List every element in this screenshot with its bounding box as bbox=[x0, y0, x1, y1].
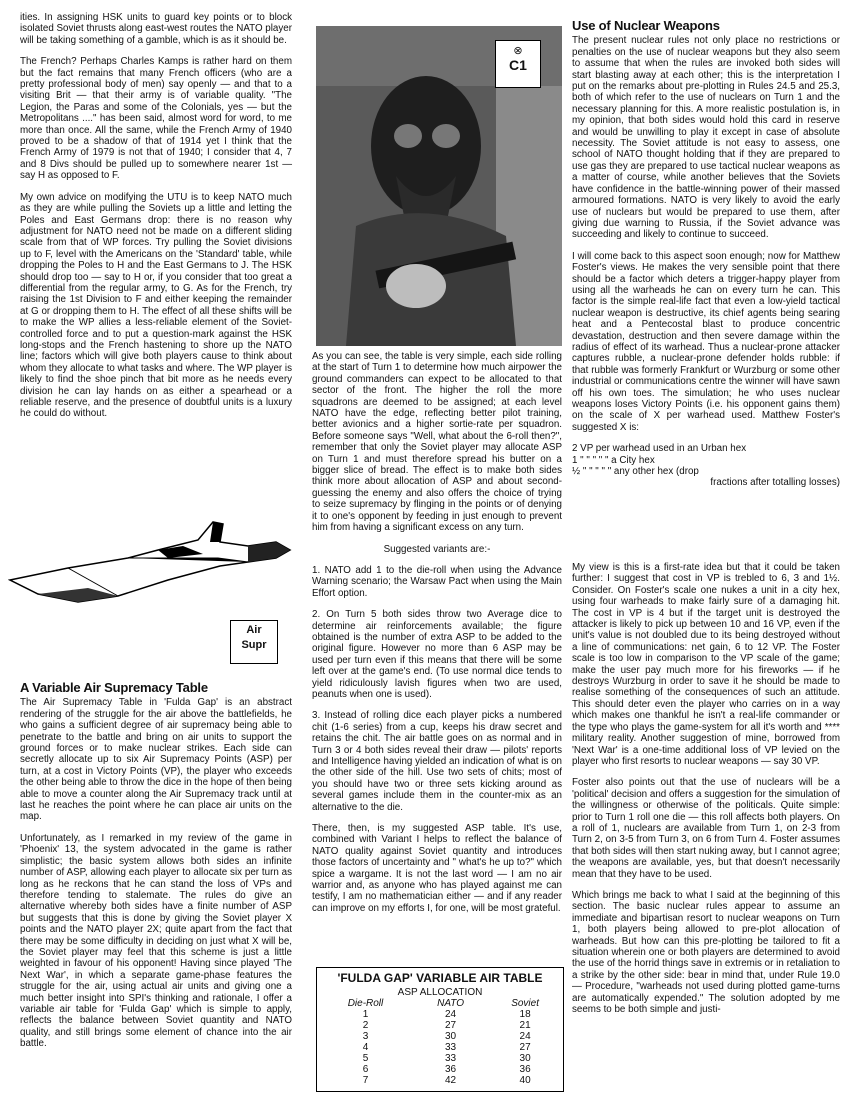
cell: 36 bbox=[445, 1064, 457, 1075]
column-3-text bbox=[572, 562, 840, 1025]
paragraph: My view is this is a first-rate idea but that it could be taken further: I suggest that cost in VP is trebled to 6, 3 and 1½. Consider. On Foster's scale one nukes a unit in a city hex, using four warheads to make fairly sure of a damaging hit. The cost in VP is 4 but if the target unit is destroyed the attacker is likely to pick up between 10 and 16 VP, even if the unit's value is not doubled due to its being destroyed without a line of communications: net gain, 6 to 12 VP. The Foster scale is too low in comparison to the VP scale of the game; make the user pay much more for his fireworks — if he destroys Wurzburg in order to save it he should be made to realise something of the consequences of such an attitude. This should deter even the player who carries on in a way which makes one thankful he isn't a real-life commander or the type who plays the game-system for all it's worth and **** military reality. Another suggestion of mine, borrowed from 'Next War' is a one-time additional loss of VP levied on the player who first resorts to nuclear weapons — say 30 VP. bbox=[572, 562, 840, 767]
cell: 18 bbox=[519, 1009, 531, 1020]
cell: 30 bbox=[519, 1053, 531, 1064]
vp-scale-list bbox=[572, 443, 840, 489]
cell: 3 bbox=[362, 1031, 369, 1042]
list-item: 2 VP per warhead used in an Urban hex bbox=[572, 443, 747, 455]
paragraph: The French? Perhaps Charles Kamps is rather hard on them but the fact remains that many French officers (who are a pretty professional body of men) say openly — and that to a visiting Brit — that their army is of variable quality. "The Legion, the Paras and some of the Colonials, yes — but the Metropolitans ...." has been said, almost word for word, to me more than once. All the same, while the French Army of 1940 proved to be a shadow of that of 1914 yet I think that the French Army of 1979 is not that of 1940; I consider that 4, 7 and 8 Divs should be pulled up to somewhere nearer 1st — say H as opposed to F. bbox=[20, 56, 292, 182]
paragraph: As you can see, the table is very simple, each side rolling at the start of Turn 1 to determine how much airpower the ground commanders can expect to be allocated to that sector of the front. The higher the roll the more squadrons are deemed to be assigned; at each level NATO have the edge, reflecting better pilot training, better avionics and a higher sortie-rate per squadron. Before someone says "Well, what about the 6-roll then?", remember that only the Soviet player may allocate ASP on Turn 1 and must therefore spread his butter on a bigger slice of bread. The effect is to make both sides think more about allocation of ASP and about second-guessing the enemy and also offers the choice of trying to seize supremacy by flinging in the points or of denying it to one's opponent by feeding in just enough to prevent him from having a significant excess on any turn. bbox=[312, 351, 562, 534]
column-1-text bbox=[20, 12, 292, 430]
paragraph: Unfortunately, as I remarked in my review of the game in 'Phoenix' 13, the system advocated in the game is rather simplistic; the basic system allows both sides an infinite number of ASP, allowing each player to allocate six per turn as long as he reckons that he can stand the loss of VPs and therefore tending to stalemate. The rules do give an alternative whereby both sides have a finite number of ASP but suggests that this is done by giving the Soviet player X points and the NATO player 2X; quite apart from the fact that there may be some difficulty in deciding on just what X will be, the Soviet player may feel that this scheme is just a little weighted in favour of his opponent! Having since played 'The Next War', in which a separate game-phase features the struggle for the air, using actual air units and giving one a much better insight into SPI's thinking and rationale, I offer a variable air table for 'Fulda Gap' which is simple to apply, reflects the balance between Soviet quantity and NATO quality, and still brings some element of chance into the air battle. bbox=[20, 832, 292, 1050]
column-header: Die-Roll bbox=[347, 998, 384, 1009]
column-3-section bbox=[572, 20, 840, 499]
cell: 2 bbox=[362, 1020, 369, 1031]
list-item: ½ " " " " " any other hex (drop bbox=[572, 466, 699, 478]
variable-air-table bbox=[316, 967, 564, 1092]
list-item: 1 " " " " " a City hex bbox=[572, 454, 655, 466]
paragraph: ities. In assigning HSK units to guard key points or to block isolated Soviet thrusts along east-west routes the NATO player will be taking something of a gamble, which is as it should be. bbox=[20, 12, 292, 46]
table-row bbox=[317, 1053, 563, 1064]
cell: 5 bbox=[362, 1053, 369, 1064]
cell: 6 bbox=[362, 1064, 369, 1075]
column-2-text bbox=[312, 351, 562, 924]
paragraph: 2. On Turn 5 both sides throw two Average dice to determine air reinforcements available; the figure obtained is the number of extra ASP to be added to the original figure. However no more than 6 ASP may be used per turn even if this means that there will be some left over at the game's end. (To use normal dice tends to yield ridiculously lavish figures when two are used, peanuts when one is used). bbox=[312, 609, 562, 700]
table-row bbox=[317, 1020, 563, 1031]
column-header: Soviet bbox=[511, 998, 539, 1009]
paragraph: There, then, is my suggested ASP table. It's use, combined with Variant I helps to reflect the balance of NATO quality against Soviet quantity and introduces those factors of uncertainty and " what's he up to?" which spice a wargame. It is not the last word — I am no air warrior and, as anyone who has played against me can testify, I am no mathematician either — and if any reader can improve on my efforts I, for one, will be most grateful. bbox=[312, 823, 562, 914]
paragraph: 3. Instead of rolling dice each player picks a numbered chit (1-6 series) from a cup, keeps his draw secret and retains the chit. The air battle goes on as normal and in Turn 3 or 4 both sides reveal their draw — pilots' reports and Intelligence having yielded an indication of what is on the other side of the hill. Use two sets of chits; most of you should have two or three sets kicking around as several games include them in the counter-mix as an alternative to the die. bbox=[312, 710, 562, 813]
table-title: 'FULDA GAP' VARIABLE AIR TABLE bbox=[337, 971, 543, 985]
c1-chit bbox=[495, 40, 541, 88]
paragraph: The present nuclear rules not only place no restrictions or penalties on the use of nuclear weapons but they also seem to assume that when the rules are invoked both sides will start blasting away at each other; this is the interpretation I put on the remarks about pre-plotting in Rules 24.5 and 25.3, both of which refer to the use of nuclears on Turn 1 and the necessary planning for this. A more realistic postulation is, in my opinion, that both sides would hold this card in reserve and would be unwilling to play it except in case of absolute necessity. The Soviet attitude is not easy to assess, one school of NATO thought holding that if they are prepared to use gas they are prepared to use tactical nuclear weapons as a matter of course, while another believes that the Soviets have confidence in the battle-winning power of their massed armoured formations. NATO is very likely to avoid the early use of nuclears but would be prepared to use them, after giving due warning to Russia, if the Soviet advance was succeeding and likely to continue to succeed. bbox=[572, 35, 840, 241]
table-row bbox=[317, 1064, 563, 1075]
section-heading: A Variable Air Supremacy Table bbox=[20, 680, 208, 695]
cell: 42 bbox=[445, 1075, 457, 1086]
cell: 7 bbox=[362, 1075, 369, 1086]
cell: 36 bbox=[519, 1064, 531, 1075]
chit-label: C1 bbox=[509, 57, 527, 73]
nuclear-symbol-icon: ⊗ bbox=[513, 45, 523, 57]
cell: 21 bbox=[519, 1020, 531, 1031]
counter-label: Air bbox=[246, 624, 262, 636]
paragraph: Which brings me back to what I said at the beginning of this section. The basic nuclear rules appear to assume an immediate and bipartisan resort to nuclear weapons on Turn 1, both players being allowed to pre-plot allocation of warheads. But how can this pre-plotting be tailored to fit a situation wherein one or both players are determined to avoid the use of the horrid things save in extremis or in retaliation to a strike by the other side: bear in mind that, under Rule 19.0 — Procedure, "warheads not used during plotted game-turns are automatically expended." The solution adopted by me seems to be both simple and justi- bbox=[572, 889, 840, 1016]
cell: 30 bbox=[445, 1031, 457, 1042]
cell: 33 bbox=[445, 1042, 457, 1053]
cell: 33 bbox=[445, 1053, 457, 1064]
column-header: NATO bbox=[437, 998, 464, 1009]
paragraph: I will come back to this aspect soon enough; now for Matthew Foster's views. He makes the very sensible point that there should be a factor which deters a trigger-happy player from using all the warheads he can on every turn he can. This factor is the simple real-life fact that even a low-yield tactical nuclear weapon is destructive, its chief agents being searing heat and a Pentecostal blast to produce concentric devastation, destruction and then severe damage within the radius of effect of its warhead. Thus a nuclear-prone attacker captures rubble, a nuclear-prone defender holds rubble: if that rubble was formerly Frankfurt or Wurzburg or some other industrial or communications centre the winner will have sawn off his own toes. The simulation; he who uses nuclear weapons loses Victory Points (i.e. his opponent gains them) on the scale of X per warhead used. Matthew Foster's suggested X is: bbox=[572, 250, 840, 433]
paragraph: 1. NATO add 1 to the die-roll when using the Advance Warning scenario; the Warsaw Pact when using the Main Effort option. bbox=[312, 564, 562, 599]
cell: 24 bbox=[519, 1031, 531, 1042]
air-supremacy-counter bbox=[230, 620, 278, 664]
cell: 27 bbox=[519, 1042, 531, 1053]
cell: 27 bbox=[445, 1020, 457, 1031]
paragraph: The Air Supremacy Table in 'Fulda Gap' is an abstract rendering of the struggle for the air above the battlefields, he who gains a sufficient degree of air supremacy being able to penetrate to the battle and bring on air units to support the ground forces or to make nuclear strikes. Each side can secretly allocate up to six Air Supremacy Points (ASP) per turn, at a cost in Victory Points (VP), the player who exceeds the other being able to throw the dice in the hope of then being able to move a counter along the Air Supremacy track until at last he reaches the point where he can place air units on the map. bbox=[20, 697, 292, 823]
section-heading: Use of Nuclear Weapons bbox=[572, 18, 720, 33]
jet-fighter-illustration bbox=[8, 510, 294, 616]
cell: 4 bbox=[362, 1042, 369, 1053]
table-row bbox=[317, 1042, 563, 1053]
table-row bbox=[317, 1009, 563, 1020]
paragraph: Suggested variants are:- bbox=[383, 543, 491, 555]
paragraph: My own advice on modifying the UTU is to keep NATO much as they are while pulling the Soviets up a little and letting the Poles and East Germans drop: there is no reason why adjustment for NATO need not be made on a different sliding scale from that of WP forces. Try pulling the Soviet divisions up to F, level with the Americans on the 'Standard' table, while dropping the Poles to H and the East Germans to J. The HSK should drop too — say to H or, if you consider that too great a differential from the regular army, to G. As for the French, try raising the 1st Division to F and either keeping the remainder at G or dropping them to H. The effect of all these shifts will be to make the WP allies a less-reliable element of the Soviet-controlled force and to put a question-mark against the HSK long-stops and the French hastening to shore up the NATO line; factors which will give both players cause to think about whom they allocate to what tasks and where. The WP player is likely to find the shoe pinch that bit more as he needs every division he can lay hands on as either a spearhead or a reliable reserve, and the presence of doubtful units is a luxury he could do without. bbox=[20, 191, 292, 420]
column-1-section bbox=[20, 682, 292, 1060]
counter-label: Supr bbox=[241, 639, 267, 651]
paragraph: Foster also points out that the use of nuclears will be a 'political' decision and offers a suggestion for the simulation of the willingness or otherwise of the politicals. Quite simple: prior to Turn 1 roll one die — this roll affects both players. On a roll of 1, nuclears are available from Turn 1, on 2-3 from Turn 2, on 3-5 from Turn 3, on 6 from Turn 4. Foster assumes that both sides will then start nuking away, but I cannot agree; the weapons are available, yes, but that doesn't necessarily mean that they have to be used. bbox=[572, 777, 840, 880]
cell: 24 bbox=[445, 1009, 457, 1020]
table-row bbox=[317, 1075, 563, 1086]
list-item: fractions after totalling losses) bbox=[710, 477, 840, 489]
table-header: ASP ALLOCATION bbox=[397, 987, 483, 998]
table-row bbox=[317, 1031, 563, 1042]
air-table bbox=[317, 998, 563, 1086]
cell: 1 bbox=[362, 1009, 369, 1020]
cell: 40 bbox=[519, 1075, 531, 1086]
